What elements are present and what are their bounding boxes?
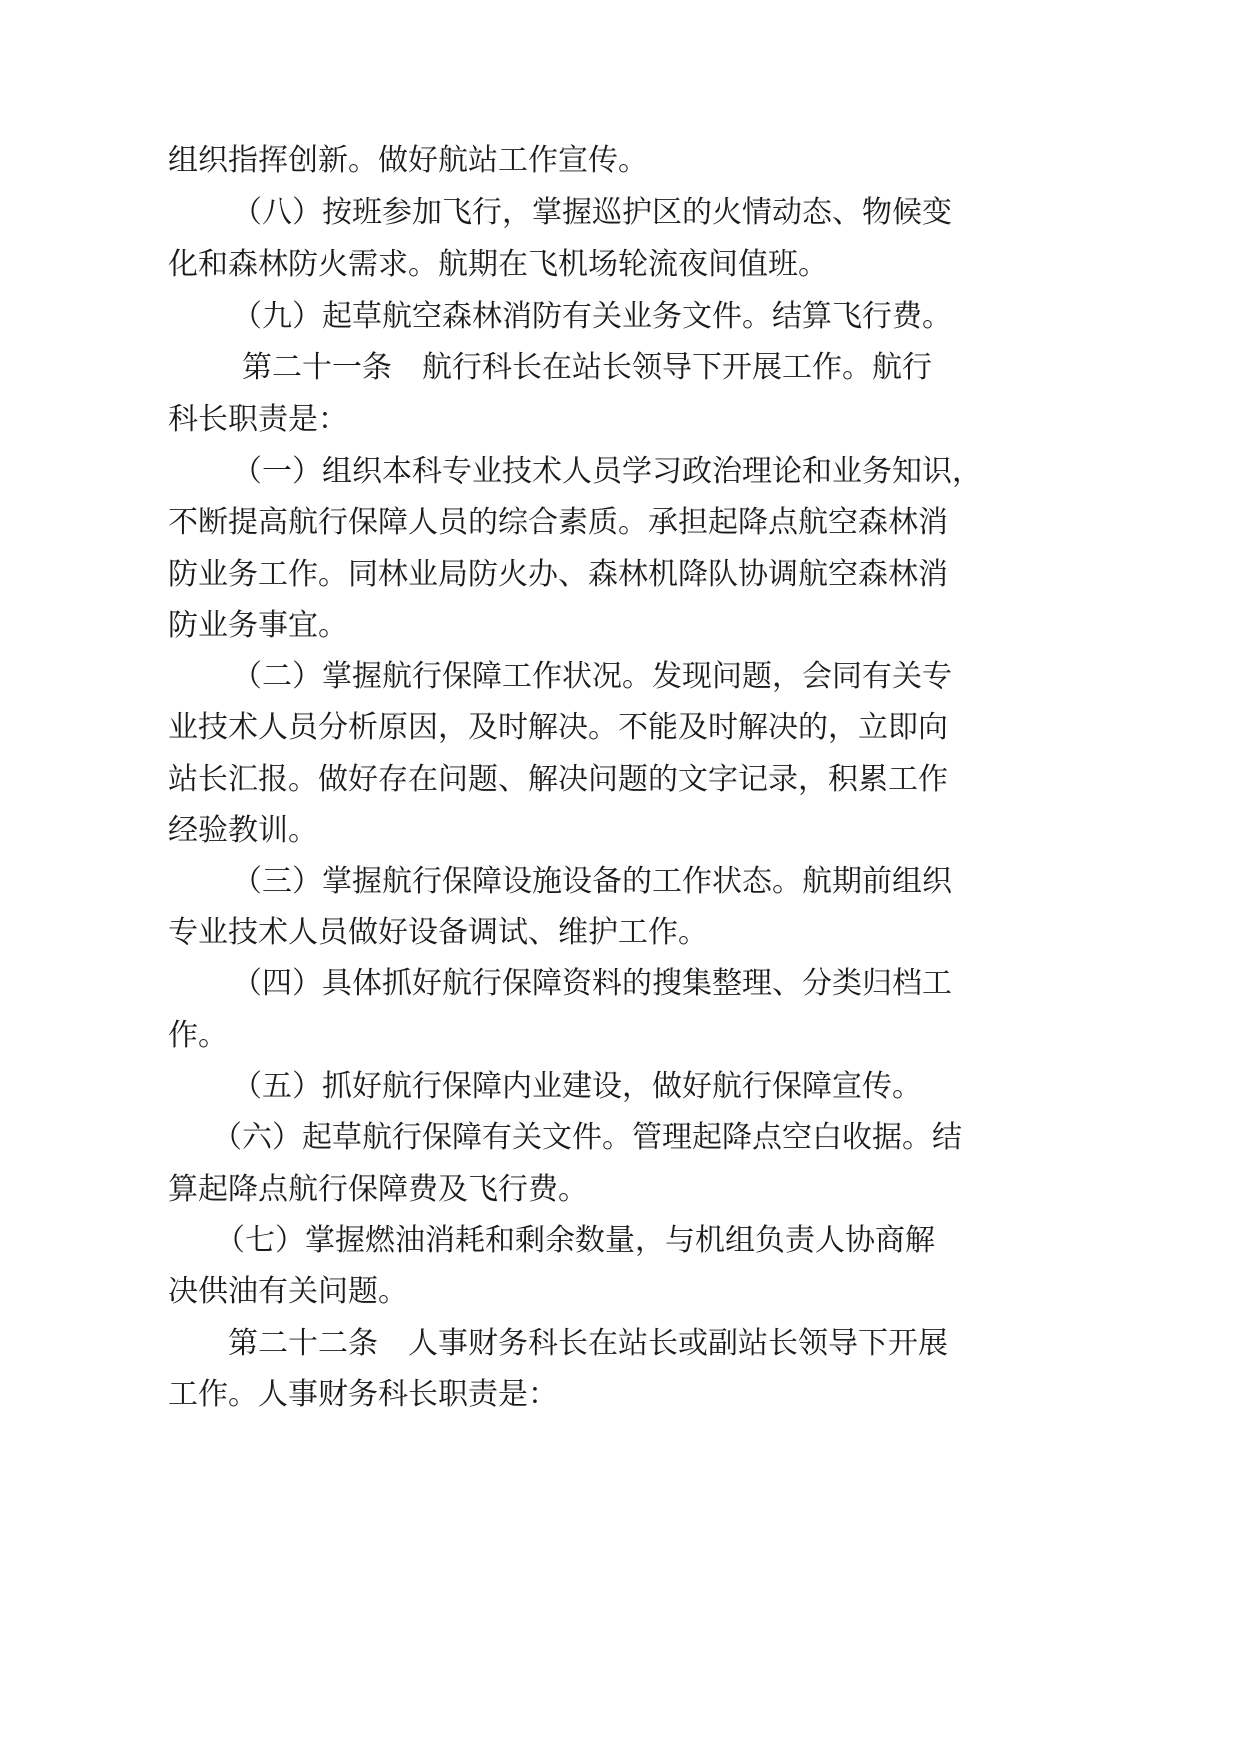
text-line: 业技术人员分析原因，及时解决。不能及时解决的，立即向 — [168, 710, 948, 745]
text-line: 科长职责是： — [168, 402, 348, 437]
text-line: （六）起草航行保障有关文件。管理起降点空白收据。结 — [212, 1120, 962, 1155]
text-line: 站长汇报。做好存在问题、解决问题的文字记录，积累工作 — [168, 762, 948, 797]
text-line: 经验教训。 — [168, 813, 318, 848]
text-line: 不断提高航行保障人员的综合素质。承担起降点航空森林消 — [168, 505, 948, 540]
text-line: 化和森林防火需求。航期在飞机场轮流夜间值班。 — [168, 247, 828, 282]
text-line: （三）掌握航行保障设施设备的工作状态。航期前组织 — [232, 864, 952, 899]
text-line: （五）抓好航行保障内业建设，做好航行保障宣传。 — [232, 1069, 922, 1104]
text-line: （八）按班参加飞行，掌握巡护区的火情动态、物候变 — [232, 195, 952, 230]
text-line: 算起降点航行保障费及飞行费。 — [168, 1172, 588, 1207]
text-line: （七）掌握燃油消耗和剩余数量，与机组负责人协商解 — [215, 1223, 935, 1258]
text-line: （九）起草航空森林消防有关业务文件。结算飞行费。 — [232, 299, 952, 334]
text-line: 作。 — [168, 1018, 228, 1053]
text-line: 防业务工作。同林业局防火办、森林机降队协调航空森林消 — [168, 557, 948, 592]
article-heading: 第二十一条 航行科长在站长领导下开展工作。航行 — [242, 350, 932, 385]
text-line: 工作。人事财务科长职责是： — [168, 1377, 558, 1412]
text-line: 组织指挥创新。做好航站工作宣传。 — [168, 143, 648, 178]
article-heading: 第二十二条 人事财务科长在站长或副站长领导下开展 — [228, 1326, 948, 1361]
text-line: 专业技术人员做好设备调试、维护工作。 — [168, 915, 708, 950]
text-line: 防业务事宜。 — [168, 608, 348, 643]
text-line: 决供油有关问题。 — [168, 1274, 408, 1309]
text-line: （二）掌握航行保障工作状况。发现问题，会同有关专 — [232, 659, 952, 694]
text-line: （四）具体抓好航行保障资料的搜集整理、分类归档工 — [232, 966, 952, 1001]
text-line: （一）组织本科专业技术人员学习政治理论和业务知识， — [232, 454, 982, 489]
